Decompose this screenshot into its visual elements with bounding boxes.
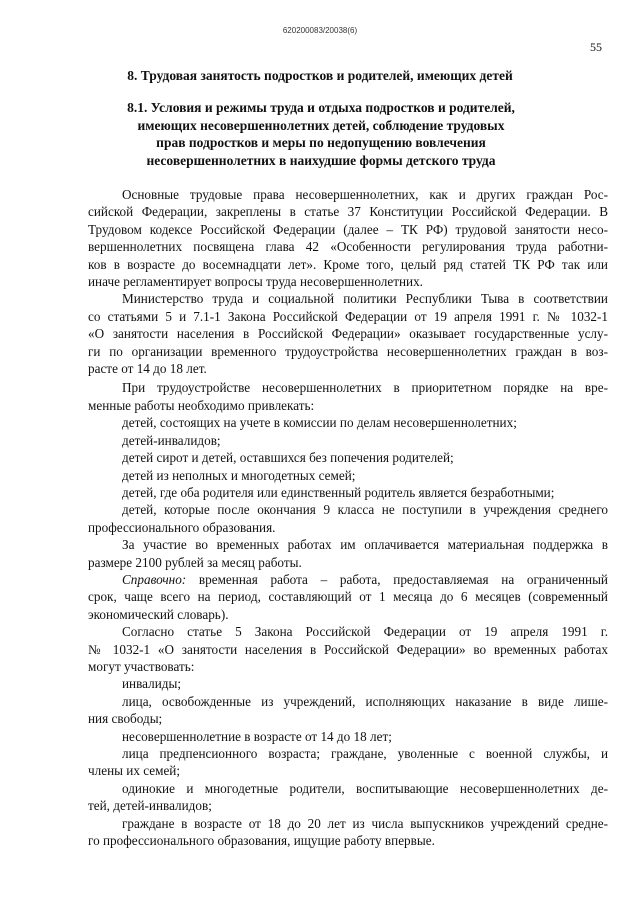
text-line: экономический словарь). bbox=[88, 606, 229, 622]
subsection-title-line: 8.1. Условия и режимы труда и отдыха подростков и родителей, bbox=[127, 100, 515, 115]
paragraph-ministry bbox=[88, 290, 608, 377]
list-item: детей из неполных и многодетных семей; bbox=[122, 467, 356, 483]
text-line: ков в возрасте до восемнадцати лет». Кроме того, целый ряд статей ТК РФ так или bbox=[88, 256, 608, 272]
participants-list bbox=[88, 675, 608, 849]
list-item: лица предпенсионного возраста; граждане, уволенные с военной службы, и bbox=[122, 746, 608, 761]
text-line bbox=[88, 571, 608, 588]
subsection-title bbox=[96, 99, 546, 169]
paragraph-reference bbox=[88, 571, 608, 623]
document-id: 620200083/20038(6) bbox=[282, 26, 358, 35]
paragraph-labor-rights bbox=[88, 186, 608, 290]
list-item: одинокие и многодетные родители, воспитывающие несовершеннолетних де- bbox=[122, 780, 608, 796]
list-item: инвалиды; bbox=[122, 676, 182, 692]
text-line: срок, чаще всего на период, составляющий от 1 месяца до 6 месяцев (современный bbox=[88, 589, 608, 605]
page-number: 55 bbox=[590, 40, 602, 54]
list-item: граждане в возрасте от 18 до 20 лет из числа выпускников учреждений средне- bbox=[122, 815, 608, 831]
paragraph-payment bbox=[88, 536, 608, 571]
text-line: сийской Федерации, закреплены в статье 37 Конституции Российской Федерации. В bbox=[88, 204, 608, 220]
list-item: детей-инвалидов; bbox=[122, 432, 221, 448]
text-line: со статьями 5 и 7.1-1 Закона Российской Федерации от 19 апреля 1991 г. № 1032-1 bbox=[88, 308, 608, 324]
list-item: лица, освобожденные из учреждений, исполняющих наказание в виде лише- bbox=[122, 693, 608, 709]
list-item: детей сирот и детей, оставшихся без попечения родителей; bbox=[122, 450, 454, 466]
text-line: Основные трудовые права несовершеннолетних, как и других граждан Рос- bbox=[122, 187, 608, 202]
text-line: № 1032-1 «О занятости населения в Российской Федерации» во временных работах bbox=[88, 641, 608, 657]
text-line: ги по организации временного трудоустройства несовершеннолетних граждан в воз- bbox=[88, 343, 608, 359]
list-item: несовершеннолетние в возрасте от 14 до 18 лет; bbox=[122, 728, 392, 744]
list-item: детей, состоящих на учете в комиссии по делам несовершеннолетних; bbox=[122, 415, 517, 431]
list-item: члены их семей; bbox=[88, 763, 181, 779]
list-item: профессионального образования. bbox=[88, 519, 276, 535]
list-item: детей, которые после окончания 9 класса не поступили в учреждения среднего bbox=[122, 502, 608, 518]
paragraph-priority bbox=[88, 379, 608, 414]
text-line: За участие во временных работах им оплачивается материальная поддержка в bbox=[122, 537, 608, 553]
priority-list bbox=[88, 414, 608, 536]
text-line: размере 2100 рублей за месяц работы. bbox=[88, 554, 302, 570]
text-line: При трудоустройстве несовершеннолетних в приоритетном порядке на вре- bbox=[122, 380, 608, 396]
reference-label: Справочно: bbox=[122, 571, 187, 587]
text-line: расте от 14 до 18 лет. bbox=[88, 361, 207, 377]
text-line: Согласно статье 5 Закона Российской Федерации от 19 апреля 1991 г. bbox=[122, 624, 608, 640]
text-line: Трудовом кодексе Российской Федерации (далее – ТК РФ) трудовой занятости несо- bbox=[88, 221, 608, 237]
text-line: могут участвовать: bbox=[88, 658, 195, 674]
subsection-title-line: прав подростков и меры по недопущению вовлечения bbox=[156, 135, 486, 150]
reference-text: временная работа – работа, предоставляемая на ограниченный bbox=[186, 571, 608, 587]
text-line: Министерство труда и социальной политики Республики Тыва в соответствии bbox=[122, 291, 608, 307]
text-line: «О занятости населения в Российской Федерации» оказывает государственные услу- bbox=[88, 326, 608, 342]
subsection-title-line: имеющих несовершеннолетних детей, соблюдение трудовых bbox=[137, 117, 505, 133]
text-line: иначе регламентирует вопросы труда несовершеннолетних. bbox=[88, 274, 423, 290]
text-line: вершеннолетних посвящена глава 42 «Особенности регулирования труда работни- bbox=[88, 239, 608, 255]
paragraph-law-article bbox=[88, 623, 608, 675]
list-item: тей, детей-инвалидов; bbox=[88, 798, 212, 814]
section-title: 8. Трудовая занятость подростков и родителей, имеющих детей bbox=[127, 68, 513, 83]
text-line: менные работы необходимо привлекать: bbox=[88, 397, 315, 413]
subsection-title-line: несовершеннолетних в наихудшие формы детского труда bbox=[146, 152, 496, 168]
list-item: детей, где оба родителя или единственный родитель является безработными; bbox=[122, 484, 555, 500]
body-text bbox=[88, 186, 608, 849]
list-item: ния свободы; bbox=[88, 711, 163, 727]
list-item: го профессионального образования, ищущие работу впервые. bbox=[88, 833, 435, 849]
